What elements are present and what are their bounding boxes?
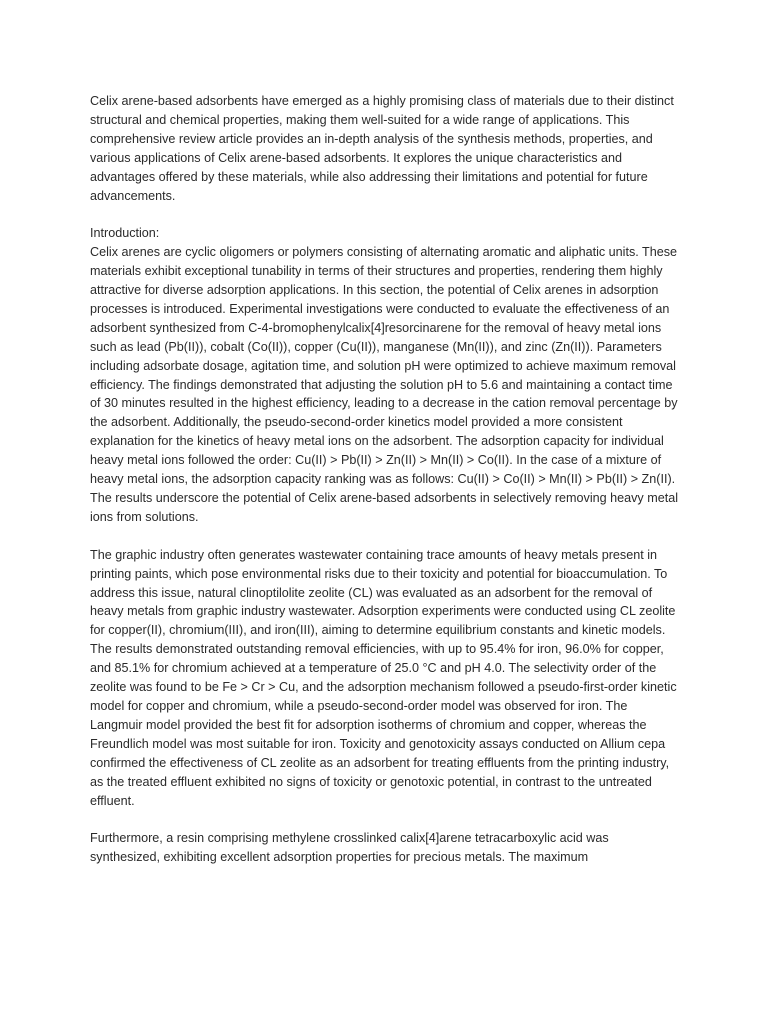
paragraph-introduction: Celix arenes are cyclic oligomers or polymers consisting of alternating aromatic and aliphatic units. These materials exhibit exceptional tunability in terms of their structures and properties, rendering them highly attractive for diverse adsorption applications. In this section, the potential of Celix arenes in adsorption processes is introduced. Experimental investigations were conducted to evaluate the effectiveness of an adsorbent synthesized from C-4-bromophenylcalix[4]resorcinarene for the removal of heavy metal ions such as lead (Pb(II)), cobalt (Co(II)), copper (Cu(II)), manganese (Mn(II)), and zinc (Zn(II)). Parameters including adsorbate dosage, agitation time, and solution pH were optimized to achieve maximum removal efficiency. The findings demonstrated that adjusting the solution pH to 5.6 and maintaining a contact time of 30 minutes resulted in the highest efficiency, leading to a decrease in the cation removal percentage by the adsorbent. Additionally, the pseudo-second-order kinetics model provided a more consistent explanation for the kinetics of heavy metal ions on the adsorbent. The adsorption capacity for individual heavy metal ions followed the order: Cu(II) > Pb(II) > Zn(II) > Mn(II) > Co(II). In the case of a mixture of heavy metal ions, the adsorption capacity ranking was as follows: Cu(II) > Co(II) > Mn(II) > Pb(II) > Zn(II). The results underscore the potential of Celix arene-based adsorbents in selectively removing heavy metal ions from solutions. — [90, 245, 679, 524]
paragraph-resin: Furthermore, a resin comprising methylene crosslinked calix[4]arene tetracarboxylic acid was synthesized, exhibiting excellent adsorption properties for precious metals. The maximum — [90, 831, 609, 865]
paragraph-abstract: Celix arene-based adsorbents have emerged as a highly promising class of materials due to their distinct structural and chemical properties, making them well-suited for a wide range of applications. This comprehensive review article provides an in-depth analysis of the synthesis methods, properties, and various applications of Celix arene-based adsorbents. It explores the unique characteristics and advantages offered by these materials, while also addressing their limitations and potential for future advancements. — [90, 94, 674, 203]
paragraph-graphic-industry: The graphic industry often generates wastewater containing trace amounts of heavy metals present in printing paints, which pose environmental risks due to their toxicity and potential for bioaccumulation. To address this issue, natural clinoptilolite zeolite (CL) was evaluated as an adsorbent for the removal of heavy metals from graphic industry wastewater. Adsorption experiments were conducted using CL zeolite for copper(II), chromium(III), and iron(III), aiming to determine equilibrium constants and kinetic models. The results demonstrated outstanding removal efficiencies, with up to 95.4% for iron, 96.0% for copper, and 85.1% for chromium achieved at a temperature of 25.0 °C and pH 4.0. The selectivity order of the zeolite was found to be Fe > Cr > Cu, and the adsorption mechanism followed a pseudo-first-order kinetic model for copper and chromium, while a pseudo-second-order model was observed for iron. The Langmuir model provided the best fit for adsorption isotherms of chromium and copper, whereas the Freundlich model was most suitable for iron. Toxicity and genotoxicity assays conducted on Allium cepa confirmed the effectiveness of CL zeolite as an adsorbent for treating effluents from the printing industry, as the treated effluent exhibited no signs of toxicity or genotoxic potential, in contrast to the untreated effluent. — [90, 547, 677, 808]
document-body — [90, 92, 682, 886]
section-heading-introduction: Introduction: — [90, 226, 160, 241]
